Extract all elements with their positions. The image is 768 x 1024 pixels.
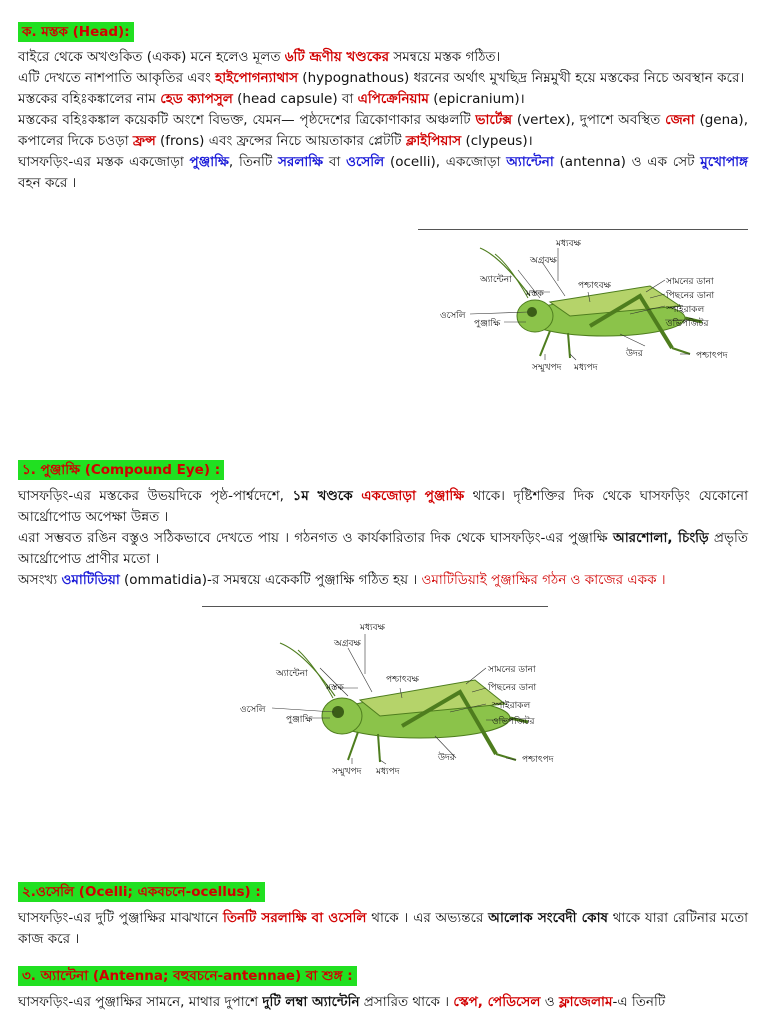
label-compound-eye: পুঞ্জাক্ষি (474, 319, 501, 329)
paragraph: ঘাসফড়িং-এর দুটি পুঞ্জাক্ষির মাঝখানে তিনটি সরলাক্ষি বা ওসেলি থাকে । এর অভ্যন্তরে আলোক সংবেদী কোষ থাকে যারা রেটিনার মতো কাজ করে । (18, 910, 748, 947)
paragraph: অসংখ্য ওমাটিডিয়া (ommatidia)-র সমন্বয়ে একেকটি পুঞ্জাক্ষি গঠিত হয় । ওমাটিডিয়াই পুঞ্জাক্ষির গঠন ও কাজের একক । (18, 572, 666, 588)
paragraph: বাইরে থেকে অখণ্ডকিত (একক) মনে হলেও মূলত ৬টি ভ্রূণীয় খণ্ডকের সমন্বয়ে মস্তক গঠিত। (18, 49, 501, 65)
paragraph: মস্তকের বহিঃকঙ্কাল কয়েকটি অংশে বিভক্ত, যেমন— পৃষ্ঠদেশের ত্রিকোণাকার অঞ্চলটি ভার্টেক্স (vertex), দুপাশে অবস্থিত জেনা (gena), কপালের দিকে চওড়া ফ্রন্স (frons) এবং ফ্রন্সের নিচে আয়তাকার প্লেটটি ক্লাইপিয়াস (clypeus)। (18, 112, 748, 149)
paragraph: মস্তকের বহিঃকঙ্কালের নাম হেড ক্যাপসুল (head capsule) বা এপিক্রেনিয়াম (epicranium)। (18, 91, 525, 107)
label-metathorax: পশ্চাৎবক্ষ (578, 281, 611, 291)
label-spiracle: স্পাইরাকল (492, 701, 531, 711)
label-head: মস্তক (526, 289, 544, 299)
label-midleg: মধ্যপদ (574, 363, 598, 372)
paragraph: ঘাসফড়িং-এর পুঞ্জাক্ষির সামনে, মাথার দুপাশে দুটি লম্বা অ্যান্টেনি প্রসারিত থাকে । স্কেপ, পেডিসেল ও ফ্লাজেলাম-এ তিনটি (18, 994, 666, 1010)
label-ocelli: ওসেলি (440, 311, 466, 321)
label-midleg: মধ্যপদ (376, 767, 400, 777)
section-head-heading-wrap (18, 22, 748, 43)
label-ovipositor: ওভিপজিটর (666, 319, 709, 329)
section-eye-heading-wrap (18, 460, 748, 481)
label-antenna: অ্যান্টেনা (480, 275, 512, 285)
label-metathorax: পশ্চাৎবক্ষ (386, 675, 419, 685)
section-antenna-heading: ৩. অ্যান্টেনা (Antenna; বহুবচনে-antennae) বা শুঙ্গ : (18, 966, 357, 986)
label-head: মস্তক (326, 683, 344, 693)
label-hindwing: পিছনের ডানা (666, 291, 715, 301)
label-foreleg: সম্মুখপদ (332, 767, 362, 777)
paragraph: এরা সম্ভবত রঙিন বস্তুও সঠিকভাবে দেখতে পায় । গঠনগত ও কার্যকারিতার দিক থেকে ঘাসফড়িং-এর পুঞ্জাক্ষি আরশোলা, চিংড়ি প্রভৃতি আর্থ্রোপোড প্রাণীর মতো । (18, 530, 748, 567)
label-abdomen: উদর (438, 753, 455, 763)
section-head-heading: ক. মস্তক (Head): (18, 22, 134, 42)
label-ovipositor: ওভিপজিটর (492, 717, 535, 727)
paragraph: ঘাসফড়িং-এর মস্তক একজোড়া পুঞ্জাক্ষি, তিনটি সরলাক্ষি বা ওসেলি (ocelli), একজোড়া অ্যান্টেনা (antenna) ও এক সেট মুখোপাঙ্গ বহন করে । (18, 154, 748, 191)
section-ocelli-heading: ২.ওসেলি (Ocelli; একবচনে-ocellus) : (18, 882, 265, 902)
label-hindwing: পিছনের ডানা (488, 683, 537, 693)
label-antenna: অ্যান্টেনা (276, 669, 308, 679)
section-eye-body (18, 486, 748, 591)
label-prothorax: অগ্রবক্ষ (530, 256, 557, 266)
grasshopper-diagram (440, 236, 760, 372)
section-antenna-heading-wrap (18, 966, 748, 987)
label-abdomen: উদর (626, 349, 643, 359)
label-mesothorax: মধ্যবক্ষ (556, 239, 581, 249)
grasshopper-diagram (230, 618, 580, 778)
label-hindleg: পশ্চাৎপদ (522, 755, 554, 765)
label-forewing: সামনের ডানা (666, 277, 714, 287)
label-ocelli: ওসেলি (240, 705, 266, 715)
divider (418, 229, 748, 230)
label-prothorax: অগ্রবক্ষ (334, 639, 361, 649)
label-spiracle: স্পাইরাকল (666, 305, 705, 315)
section-head-body (18, 47, 748, 194)
label-hindleg: পশ্চাৎপদ (696, 351, 728, 361)
section-eye-heading: ১. পুঞ্জাক্ষি (Compound Eye) : (18, 460, 224, 480)
grasshopper-illustration (280, 643, 531, 762)
grasshopper-illustration (480, 248, 705, 358)
section-antenna-body (18, 992, 748, 1013)
paragraph: এটি দেখতে নাশপাতি আকৃতির এবং হাইপোগন্যাথাস (hypognathous) ধরনের অর্থাৎ মুখছিদ্র নিম্নমুখী হয়ে মস্তকের নিচে অবস্থান করে। (18, 70, 745, 86)
label-compound-eye: পুঞ্জাক্ষি (286, 715, 313, 725)
label-forewing: সামনের ডানা (488, 665, 536, 675)
label-mesothorax: মধ্যবক্ষ (360, 623, 385, 633)
section-ocelli-body (18, 908, 748, 950)
paragraph: ঘাসফড়িং-এর মস্তকের উভয়দিকে পৃষ্ঠ-পার্শ্বদেশে, ১ম খণ্ডকে একজোড়া পুঞ্জাক্ষি থাকে। দৃষ্টিশক্তির দিক থেকে ঘাসফড়িং যেকোনো আর্থ্রোপোড অপেক্ষা উন্নত । (18, 488, 749, 525)
section-ocelli-heading-wrap (18, 882, 748, 903)
label-foreleg: সম্মুখপদ (532, 363, 562, 372)
divider (202, 606, 548, 607)
